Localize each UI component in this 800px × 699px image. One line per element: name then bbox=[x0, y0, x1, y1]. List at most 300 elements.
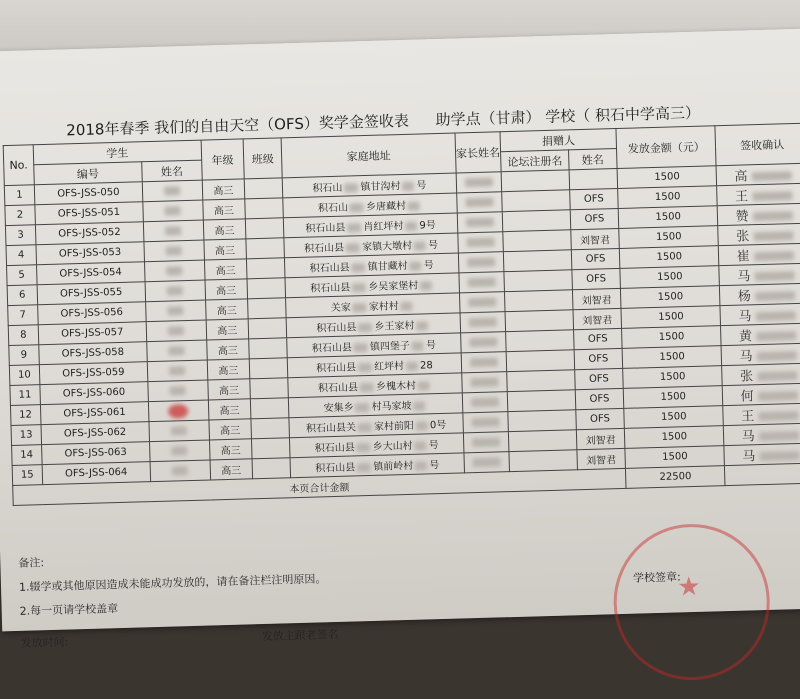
total-signature-cell bbox=[725, 463, 800, 486]
amount: 1500 bbox=[619, 246, 719, 269]
notes-label: 备注: bbox=[18, 546, 326, 571]
donor-name: OFS bbox=[570, 208, 619, 229]
class bbox=[250, 378, 289, 399]
address-prefix: 积石山县 bbox=[304, 243, 344, 255]
redacted-name bbox=[169, 346, 185, 355]
signature bbox=[717, 183, 800, 206]
signature-text: 崔 bbox=[737, 249, 750, 264]
redacted-address bbox=[420, 281, 432, 290]
student-id: OFS-JSS-052 bbox=[35, 222, 144, 245]
parent-name-redacted bbox=[461, 352, 507, 373]
address-prefix: 积石山县 bbox=[318, 382, 358, 394]
header-grade: 年级 bbox=[201, 139, 244, 180]
grade: 高三 bbox=[202, 179, 244, 200]
student-id: OFS-JSS-058 bbox=[38, 342, 147, 365]
student-name-redacted bbox=[144, 260, 205, 282]
signature bbox=[724, 423, 800, 446]
redacted-parent bbox=[471, 417, 499, 427]
student-name-redacted bbox=[146, 300, 207, 322]
amount: 1500 bbox=[624, 406, 724, 429]
row-no: 11 bbox=[10, 385, 40, 406]
grade: 高三 bbox=[209, 419, 251, 440]
parent-name-redacted bbox=[461, 372, 507, 393]
donor-name: OFS bbox=[573, 328, 622, 349]
donor-name: OFS bbox=[576, 408, 625, 429]
redacted-name bbox=[167, 266, 183, 275]
redacted-signature bbox=[753, 211, 793, 221]
redacted-parent bbox=[473, 457, 501, 467]
redacted-signature bbox=[754, 271, 794, 281]
donor-name: OFS bbox=[575, 388, 624, 409]
class bbox=[247, 278, 286, 299]
address-middle: 红坪村 bbox=[374, 361, 404, 373]
signature bbox=[721, 323, 800, 346]
redacted-address bbox=[418, 381, 430, 390]
address-prefix: 积石山县 bbox=[310, 262, 350, 274]
donor-name: 刘智君 bbox=[572, 288, 621, 309]
grade: 高三 bbox=[208, 379, 250, 400]
receipt-table bbox=[3, 123, 800, 506]
row-no: 1 bbox=[4, 185, 34, 206]
redacted-signature bbox=[756, 351, 796, 361]
signature bbox=[722, 363, 800, 386]
signature-text: 杨 bbox=[738, 289, 751, 304]
address-middle: 乡王家村 bbox=[374, 321, 414, 333]
row-no: 12 bbox=[10, 405, 40, 426]
signature-text: 黄 bbox=[739, 329, 752, 344]
redacted-address bbox=[347, 223, 361, 232]
redacted-parent bbox=[470, 357, 498, 367]
class bbox=[251, 438, 290, 459]
parent-name-redacted bbox=[462, 392, 508, 413]
row-no: 14 bbox=[12, 445, 42, 466]
header-donor-name: 姓名 bbox=[568, 148, 617, 169]
address-prefix: 积石山县关 bbox=[306, 422, 356, 434]
student-id: OFS-JSS-055 bbox=[37, 282, 146, 305]
forum-name bbox=[509, 430, 577, 452]
parent-name-redacted bbox=[460, 312, 506, 333]
signature-text: 张 bbox=[736, 229, 749, 244]
student-name-redacted bbox=[149, 420, 210, 442]
amount: 1500 bbox=[625, 446, 725, 469]
signature-text: 马 bbox=[742, 429, 755, 444]
redacted-signature bbox=[757, 371, 797, 381]
amount: 1500 bbox=[618, 206, 718, 229]
address-prefix: 积石山县 bbox=[312, 342, 352, 354]
redacted-address bbox=[354, 343, 368, 352]
class bbox=[246, 238, 285, 259]
address-prefix: 积石山 bbox=[312, 183, 342, 195]
header-amount: 发放金额（元） bbox=[616, 126, 716, 169]
redacted-address bbox=[401, 301, 413, 310]
header-student: 学生 bbox=[33, 140, 202, 165]
signature-text: 马 bbox=[738, 309, 751, 324]
forum-name bbox=[504, 270, 572, 292]
header-student-id: 编号 bbox=[33, 162, 142, 185]
redacted-address bbox=[408, 201, 420, 210]
redacted-parent bbox=[469, 337, 497, 347]
signature-text: 王 bbox=[735, 189, 748, 204]
forum-name bbox=[508, 410, 576, 432]
redacted-address bbox=[416, 421, 428, 430]
redacted-signature bbox=[755, 311, 795, 321]
class bbox=[245, 218, 284, 239]
grade: 高三 bbox=[206, 319, 248, 340]
address-prefix: 安集乡 bbox=[323, 402, 353, 414]
redacted-address bbox=[357, 442, 371, 451]
redacted-parent bbox=[472, 437, 500, 447]
redacted-name bbox=[168, 326, 184, 335]
class bbox=[250, 398, 289, 419]
signature-text: 张 bbox=[740, 369, 753, 384]
grade: 高三 bbox=[207, 359, 249, 380]
header-parent-name: 家长姓名 bbox=[455, 132, 502, 173]
student-id: OFS-JSS-053 bbox=[36, 242, 145, 265]
row-no: 7 bbox=[8, 305, 38, 326]
redacted-name bbox=[164, 186, 180, 195]
student-id: OFS-JSS-064 bbox=[42, 462, 151, 485]
class bbox=[252, 458, 291, 479]
redacted-address bbox=[415, 441, 427, 450]
aid-point-text: 助学点（甘肃） 学校（ 积石中学高三） bbox=[435, 104, 700, 129]
student-id: OFS-JSS-060 bbox=[40, 382, 149, 405]
signature-text: 马 bbox=[739, 349, 752, 364]
forum-name bbox=[506, 350, 574, 372]
donor-name: OFS bbox=[571, 248, 620, 269]
row-no: 10 bbox=[9, 365, 39, 386]
address-middle: 肖红坪村 bbox=[363, 221, 403, 233]
grade: 高三 bbox=[207, 339, 249, 360]
amount: 1500 bbox=[618, 186, 718, 209]
amount: 1500 bbox=[619, 226, 719, 249]
address-middle: 乡大山村 bbox=[373, 441, 413, 453]
student-name-redacted bbox=[145, 280, 206, 302]
header-signature: 签收确认 bbox=[715, 123, 800, 166]
student-name-redacted bbox=[148, 400, 209, 422]
redacted-name bbox=[171, 426, 187, 435]
redacted-signature bbox=[753, 231, 793, 241]
class bbox=[248, 318, 287, 339]
red-mark bbox=[168, 404, 188, 419]
signature bbox=[724, 443, 800, 466]
redacted-address bbox=[352, 263, 366, 272]
row-no: 4 bbox=[6, 245, 36, 266]
parent-name-redacted bbox=[463, 432, 509, 453]
parent-name-redacted bbox=[456, 172, 502, 193]
amount: 1500 bbox=[621, 306, 721, 329]
signature bbox=[720, 283, 800, 306]
forum-name bbox=[508, 390, 576, 412]
stamp-star-icon: ★ bbox=[677, 572, 701, 603]
header-forum-name: 论坛注册名 bbox=[501, 150, 569, 172]
class bbox=[249, 358, 288, 379]
redacted-name bbox=[165, 206, 181, 215]
class bbox=[248, 338, 287, 359]
redacted-address bbox=[414, 241, 426, 250]
redacted-name bbox=[168, 306, 184, 315]
redacted-address bbox=[358, 322, 372, 331]
student-id: OFS-JSS-051 bbox=[35, 202, 144, 225]
address-middle: 镇甘藏村 bbox=[368, 261, 408, 273]
parent-name-redacted bbox=[460, 332, 506, 353]
donor-name: OFS bbox=[572, 268, 621, 289]
redacted-address bbox=[344, 183, 358, 192]
redacted-signature bbox=[754, 251, 794, 261]
table-body bbox=[4, 163, 800, 485]
address-middle: 家镇大墩村 bbox=[362, 241, 412, 253]
parent-name-redacted bbox=[457, 212, 503, 233]
address-suffix: 号 bbox=[426, 340, 436, 351]
redacted-parent bbox=[465, 177, 493, 187]
row-no: 3 bbox=[5, 225, 35, 246]
address-middle: 镇四堡子 bbox=[370, 341, 410, 353]
redacted-address bbox=[346, 243, 360, 252]
grade: 高三 bbox=[203, 199, 245, 220]
header-donor: 捐赠人 bbox=[500, 129, 616, 152]
address-prefix: 积石山县 bbox=[316, 322, 356, 334]
row-no: 8 bbox=[8, 325, 38, 346]
redacted-address bbox=[358, 422, 372, 431]
redacted-signature bbox=[758, 391, 798, 401]
donor-name: 刘智君 bbox=[577, 448, 626, 469]
student-name-redacted bbox=[142, 180, 203, 202]
amount: 1500 bbox=[623, 366, 723, 389]
student-id: OFS-JSS-061 bbox=[40, 402, 149, 425]
forum-name bbox=[505, 310, 573, 332]
total-amount: 22500 bbox=[626, 466, 726, 489]
signature-text: 赞 bbox=[735, 209, 748, 224]
address-middle: 家村村 bbox=[369, 301, 399, 313]
header-no: No. bbox=[3, 145, 34, 186]
header-address: 家庭地址 bbox=[282, 133, 456, 178]
amount: 1500 bbox=[624, 426, 724, 449]
bottom-line bbox=[20, 626, 339, 651]
redacted-address bbox=[413, 401, 425, 410]
forum-name bbox=[504, 250, 572, 272]
address-prefix: 积石山县 bbox=[315, 442, 355, 454]
redacted-signature bbox=[759, 451, 799, 461]
redacted-address bbox=[416, 321, 428, 330]
student-name-redacted bbox=[147, 340, 208, 362]
grade: 高三 bbox=[210, 459, 252, 480]
total-label: 本页合计金额 bbox=[13, 468, 626, 505]
redacted-signature bbox=[752, 191, 792, 201]
redacted-address bbox=[410, 261, 422, 270]
forum-name bbox=[501, 170, 569, 192]
notes-section bbox=[18, 546, 327, 627]
address-middle: 镇甘沟村 bbox=[360, 181, 400, 193]
row-no: 2 bbox=[5, 205, 35, 226]
student-id: OFS-JSS-062 bbox=[41, 422, 150, 445]
redacted-name bbox=[167, 286, 183, 295]
donor-name: 刘智君 bbox=[573, 308, 622, 329]
header-class: 班级 bbox=[243, 138, 283, 179]
class bbox=[247, 298, 286, 319]
redacted-parent bbox=[470, 377, 498, 387]
redacted-name bbox=[170, 386, 186, 395]
address-suffix: 号 bbox=[424, 260, 434, 271]
redacted-address bbox=[355, 402, 369, 411]
row-no: 5 bbox=[7, 265, 37, 286]
amount: 1500 bbox=[621, 286, 721, 309]
signature bbox=[721, 343, 800, 366]
address-suffix: 号 bbox=[429, 460, 439, 471]
address-suffix: 号 bbox=[428, 240, 438, 251]
row-no: 6 bbox=[7, 285, 37, 306]
student-name-redacted bbox=[144, 240, 205, 262]
redacted-name bbox=[172, 466, 188, 475]
address-prefix: 积石山县 bbox=[305, 223, 345, 235]
redacted-address bbox=[412, 341, 424, 350]
note-2: 2.每一页请学校盖章 bbox=[19, 594, 327, 619]
parent-name-redacted bbox=[462, 412, 508, 433]
parent-name-redacted bbox=[463, 452, 509, 473]
student-name-redacted bbox=[150, 460, 211, 482]
student-name-redacted bbox=[143, 200, 204, 222]
redacted-parent bbox=[467, 277, 495, 287]
forum-name bbox=[503, 230, 571, 252]
grade: 高三 bbox=[204, 259, 246, 280]
amount: 1500 bbox=[622, 346, 722, 369]
signature bbox=[720, 303, 800, 326]
parent-name-redacted bbox=[457, 232, 503, 253]
address-prefix: 积石山县 bbox=[310, 282, 350, 294]
address-middle: 乡唐藏村 bbox=[366, 201, 406, 213]
address-middle: 家村前阳 bbox=[374, 421, 414, 433]
class bbox=[251, 418, 290, 439]
student-id: OFS-JSS-054 bbox=[36, 262, 145, 285]
grade: 高三 bbox=[209, 439, 251, 460]
grade: 高三 bbox=[205, 279, 247, 300]
signature-text: 马 bbox=[742, 449, 755, 464]
issuer-label: 发放主跟老签名 bbox=[262, 628, 339, 643]
student-name-redacted bbox=[148, 380, 209, 402]
donor-name bbox=[569, 168, 618, 189]
signature bbox=[718, 203, 800, 226]
redacted-name bbox=[166, 246, 182, 255]
donor-name: OFS bbox=[574, 348, 623, 369]
forum-name bbox=[502, 190, 570, 212]
student-name-redacted bbox=[146, 320, 207, 342]
student-id: OFS-JSS-050 bbox=[34, 182, 143, 205]
redacted-address bbox=[358, 362, 372, 371]
signature bbox=[723, 403, 800, 426]
address-suffix: 9号 bbox=[419, 220, 436, 231]
redacted-address bbox=[360, 382, 374, 391]
parent-name-redacted bbox=[456, 192, 502, 213]
redacted-address bbox=[350, 203, 364, 212]
redacted-address bbox=[357, 462, 371, 471]
forum-name bbox=[505, 290, 573, 312]
student-id: OFS-JSS-056 bbox=[37, 302, 146, 325]
amount: 1500 bbox=[620, 266, 720, 289]
signature-text: 高 bbox=[734, 169, 747, 184]
note-1: 1.辍学或其他原因造成未能成功发放的，请在备注栏注明原因。 bbox=[19, 570, 327, 595]
address-prefix: 积石山县 bbox=[315, 462, 355, 474]
forum-name bbox=[509, 450, 577, 472]
grade: 高三 bbox=[203, 219, 245, 240]
header-student-name: 姓名 bbox=[142, 160, 203, 182]
redacted-address bbox=[405, 221, 417, 230]
redacted-parent bbox=[466, 237, 494, 247]
form-title-text: 2018年春季 我们的自由天空（OFS）奖学金签收表 bbox=[66, 112, 409, 140]
redacted-name bbox=[165, 226, 181, 235]
address-middle: 乡槐木村 bbox=[376, 381, 416, 393]
parent-name-redacted bbox=[458, 252, 504, 273]
issue-time-label: 发放时间: bbox=[20, 635, 68, 649]
class bbox=[244, 178, 283, 199]
signature bbox=[716, 163, 800, 186]
address-prefix: 关家 bbox=[331, 302, 351, 314]
forum-name bbox=[507, 370, 575, 392]
redacted-parent bbox=[471, 397, 499, 407]
redacted-address bbox=[352, 283, 366, 292]
signature bbox=[719, 243, 800, 266]
redacted-address bbox=[406, 361, 418, 370]
grade: 高三 bbox=[208, 399, 250, 420]
student-name-redacted bbox=[143, 220, 204, 242]
redacted-address bbox=[415, 461, 427, 470]
student-id: OFS-JSS-057 bbox=[38, 322, 147, 345]
address-prefix: 积石山 bbox=[318, 203, 348, 215]
address-suffix: 号 bbox=[429, 440, 439, 451]
parent-name-redacted bbox=[459, 292, 505, 313]
donor-name: OFS bbox=[575, 368, 624, 389]
address-suffix: 28 bbox=[420, 360, 433, 371]
signature bbox=[723, 383, 800, 406]
amount: 1500 bbox=[617, 166, 717, 189]
redacted-parent bbox=[465, 197, 493, 207]
parent-name-redacted bbox=[458, 272, 504, 293]
signature-text: 王 bbox=[741, 409, 754, 424]
student-id: OFS-JSS-063 bbox=[41, 442, 150, 465]
class bbox=[245, 198, 284, 219]
redacted-signature bbox=[758, 411, 798, 421]
donor-name: 刘智君 bbox=[571, 228, 620, 249]
redacted-signature bbox=[756, 331, 796, 341]
grade: 高三 bbox=[206, 299, 248, 320]
signature-text: 何 bbox=[740, 389, 753, 404]
redacted-signature bbox=[751, 171, 791, 181]
signature bbox=[719, 263, 800, 286]
redacted-name bbox=[169, 366, 185, 375]
address-suffix: 号 bbox=[416, 180, 426, 191]
address-middle: 乡吴家堡村 bbox=[368, 281, 418, 293]
donor-name: OFS bbox=[569, 188, 618, 209]
redacted-address bbox=[402, 181, 414, 190]
class bbox=[246, 258, 285, 279]
forum-name bbox=[503, 210, 571, 232]
redacted-signature bbox=[759, 431, 799, 441]
address-middle: 村马家坡 bbox=[371, 401, 411, 413]
redacted-name bbox=[172, 446, 188, 455]
row-no: 9 bbox=[9, 345, 39, 366]
student-name-redacted bbox=[149, 440, 210, 462]
student-name-redacted bbox=[147, 360, 208, 382]
address-suffix: 0号 bbox=[430, 420, 447, 431]
scholarship-receipt-sheet bbox=[0, 29, 800, 632]
row-no: 13 bbox=[11, 425, 41, 446]
row-no: 15 bbox=[12, 465, 42, 486]
redacted-parent bbox=[469, 317, 497, 327]
amount: 1500 bbox=[622, 326, 722, 349]
signature-text: 马 bbox=[737, 269, 750, 284]
redacted-parent bbox=[466, 217, 494, 227]
redacted-signature bbox=[755, 291, 795, 301]
redacted-parent bbox=[467, 257, 495, 267]
address-middle: 镇前岭村 bbox=[373, 461, 413, 473]
donor-name: 刘智君 bbox=[576, 428, 625, 449]
